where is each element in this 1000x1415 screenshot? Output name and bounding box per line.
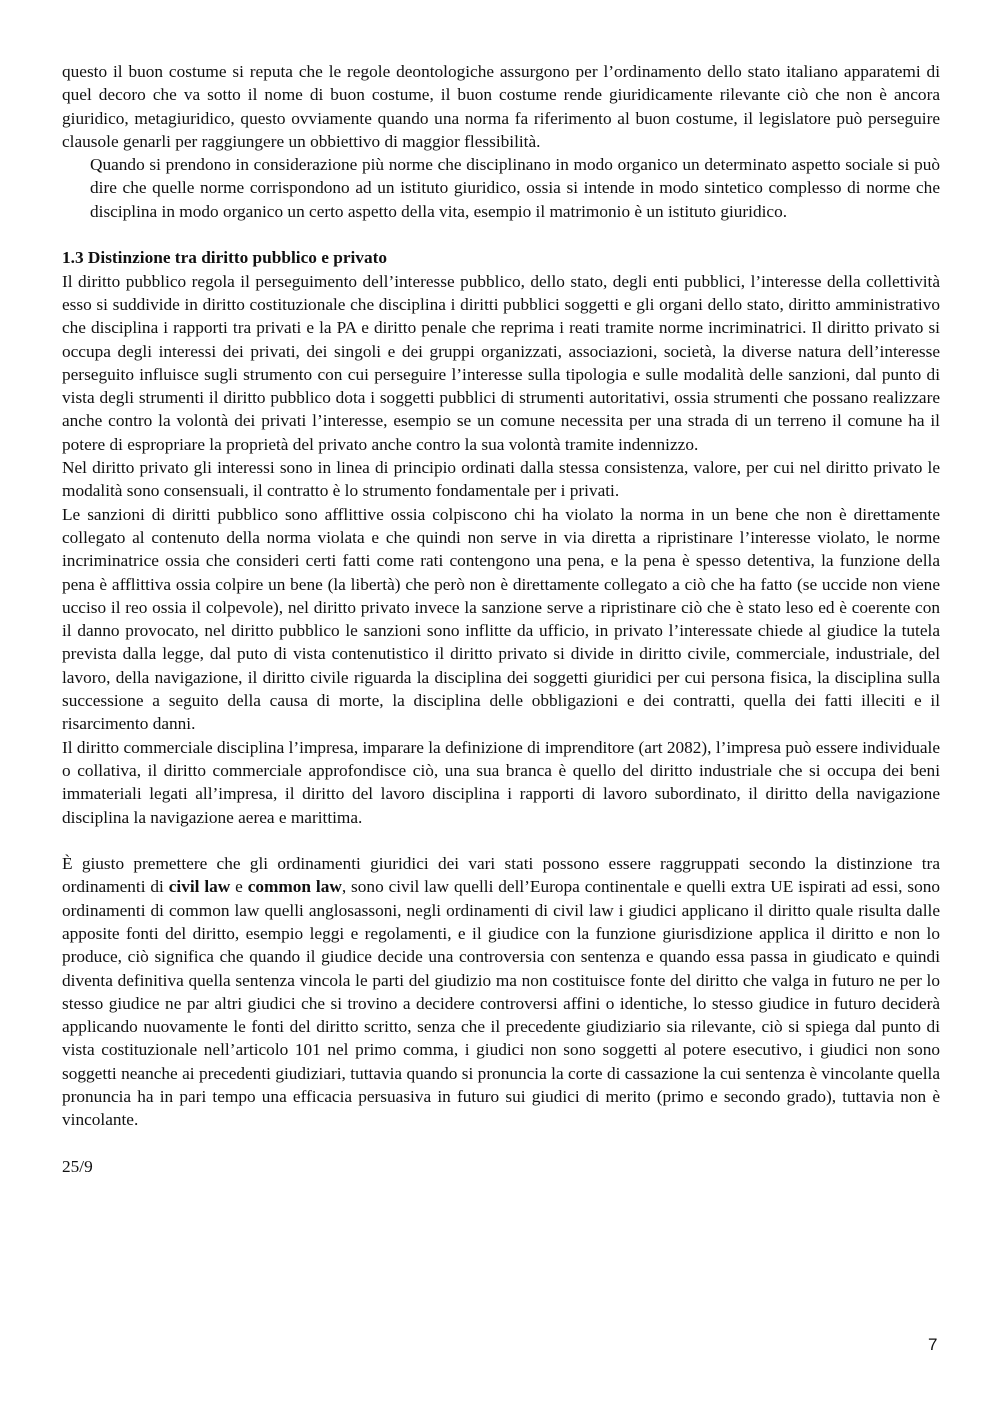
document-body	[62, 60, 940, 1178]
page-number: 7	[928, 1335, 938, 1354]
date-label: 25/9	[62, 1156, 93, 1176]
paragraph-diritto-commerciale: Il diritto commerciale disciplina l’impresa, imparare la definizione di imprenditore (art 2082), l’impresa può essere individuale o collativa, il diritto commerciale approfondisce ciò, una sua branca è quello del diritto industriale che si occupa dei beni immateriali legati all’impresa, il diritto del lavoro disciplina i rapporti di lavoro subordinato, il diritto della navigazione disciplina la navigazione aerea e marittima.	[62, 737, 940, 827]
paragraph-sanzioni: Le sanzioni di diritti pubblico sono afflittive ossia colpiscono chi ha violato la norma in un bene che non è direttamente collegato al contenuto della norma violata e che quindi non serve in via diretta a ripristinare l’interesse violato, le norme incriminatrice ossia che consideri certi fatti come rati contengono una pena, e la pena è spesso detentiva, la funzione della pena è afflittiva ossia colpire un bene (la libertà) che però non è direttamente collegato a ciò che ha fatto (se uccide non viene ucciso il reo ossia il colpevole), nel diritto privato invece la sanzione serve a ripristinare ciò che è stato leso ed è coerente con il danno provocato, nel diritto pubblico le sanzioni sono inflitte da ufficio, in privato l’interessate chiede al giudice la tutela prevista dalla legge, dal puto di vista contenutistico il diritto privato si divide in diritto civile, commerciale, industriale, del lavoro, della navigazione, il diritto civile riguarda la disciplina dei soggetti giuridici per cui persona fisica, la disciplina sulla successione a seguito della causa di morte, la disciplina delle obbligazioni e dei contratti, quella dei fatti illeciti e il risarcimento danni.	[62, 504, 940, 734]
paragraph-diritto-privato: Nel diritto privato gli interessi sono in linea di principio ordinati dalla stessa consistenza, valore, per cui nel diritto privato le modalità sono consensuali, il contratto è lo strumento fondamentale per i privati.	[62, 458, 940, 501]
paragraph-buon-costume: questo il buon costume si reputa che le regole deontologiche assurgono per l’ordinamento dello stato italiano apparatemi di quel decoro che va sotto il nome di buon costume, il buon costume rende giuridicamente rilevante ciò che non è ancora giuridico, metagiuridico, questo ovviamente quando una norma fa riferimento al buon costume, il legislatore può perseguire clausole genarli per raggiungere un obbiettivo di maggior flessibilità.	[62, 62, 940, 151]
common-law-term: common law	[247, 877, 342, 897]
paragraph-istituto-giuridico: Quando si prendono in considerazione più norme che disciplinano in modo organico un determinato aspetto sociale si può dire che quelle norme corrispondono ad un istituto giuridico, ossia si intende in modo sintetico complesso di norme che disciplina in modo organico un certo aspetto della vita, esempio il matrimonio è un istituto giuridico.	[90, 155, 940, 221]
paragraph-text-part: È giusto premettere che gli ordinamenti giuridici dei vari stati possono essere raggruppati secondo la distinzione tra ordinamenti di	[62, 854, 940, 897]
paragraph-text-part: , sono civil law quelli dell’Europa continentale e quelli extra UE ispirati ad essi, sono ordinamenti di common law quelli anglosassoni, negli ordinamenti di civil law i giudici applicano il diritto quale risulta dalle apposite fonti del diritto, esempio leggi e regolamenti, e il giudice con la funzione giurisdizione applica il diritto e non lo produce, ciò significa che quando il giudice decide una controversia con sentenza e quando essa passa in giudicato e quindi diventa definitiva quella sentenza vincola le parti del giudizio ma non costituisce fonte del diritto che valga in futuro ne per lo stesso giudice ne par altri giudici che si trovino a decidere controversi affini o identiche, lo stesso giudice in futuro deciderà applicando nuovamente le fonti del diritto scritto, senza che il precedente giudiziario sia rilevante, ciò si spiega dal punto di vista costituzionale nell’articolo 101 nel primo comma, i giudici non sono soggetti al potere esecutivo, i giudici non sono soggetti neanche ai precedenti giudiziari, tuttavia quando si pronuncia la corte di cassazione la cui sentenza è vincolante quella pronuncia ha in pari tempo una efficacia persuasiva in futuro sui giudici di merito (primo e secondo grado), tuttavia non è vincolante.	[62, 877, 941, 1130]
civil-law-term: civil law	[168, 877, 231, 897]
paragraph-text-part: e	[230, 877, 248, 897]
blank-line	[62, 829, 940, 852]
paragraph-diritto-pubblico: Il diritto pubblico regola il perseguimento dell’interesse pubblico, dello stato, degli enti pubblici, l’interesse della collettività esso si suddivide in diritto costituzionale che disciplina i diritti pubblici soggetti e gli organi dello stato, diritto amministrativo che disciplina i rapporti tra privati e la PA e diritto penale che reprima i reati tramite norme incriminatrici. Il diritto privato si occupa degli interessi dei privati, dei singoli e dei gruppi organizzati, associazioni, società, la diverse natura dell’interesse perseguito influisce sugli strumento con cui perseguire l’interesse sulla tipologia e sulle modalità delle sanzioni, dal punto di vista degli strumenti il diritto pubblico dota i soggetti pubblici di strumenti autoritativi, ossia strumenti che possano realizzare anche contro la volontà dei privati l’interesse, esempio se un comune necessita per una strada di un terreno il comune ha il potere di espropriare la proprietà del privato anche contro la sua volontà tramite indennizzo.	[62, 271, 940, 454]
paragraph-civil-common-law	[62, 852, 940, 1132]
blank-line	[62, 223, 940, 246]
blank-line	[62, 1132, 940, 1155]
section-heading: 1.3 Distinzione tra diritto pubblico e privato	[62, 248, 387, 268]
